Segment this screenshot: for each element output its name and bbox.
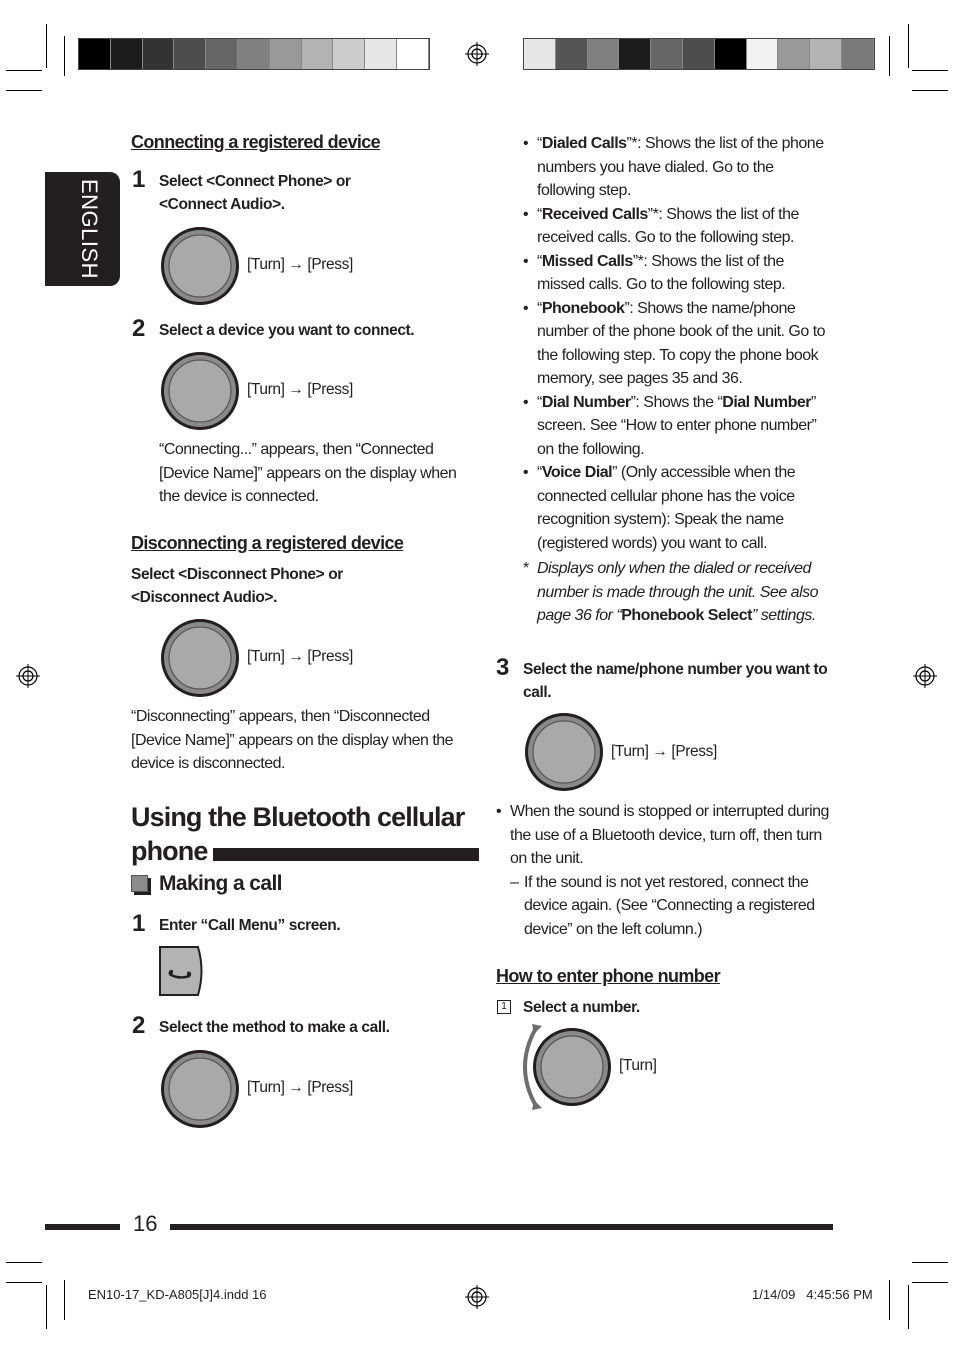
step-text: Select a number. <box>523 999 640 1016</box>
color-swatch <box>333 39 365 69</box>
color-swatch <box>206 39 238 69</box>
connecting-heading: Connecting a registered device <box>131 132 381 152</box>
language-tab-label: ENGLISH <box>77 178 102 280</box>
color-swatch <box>810 39 842 69</box>
control-dial-icon <box>524 712 604 792</box>
color-swatch <box>588 39 620 69</box>
crop-mark <box>912 70 948 71</box>
color-swatch <box>270 39 302 69</box>
color-swatch <box>747 39 779 69</box>
turn-press-instruction: [Turn] → [Press] <box>247 256 353 273</box>
crop-mark <box>889 36 890 76</box>
control-dial-icon <box>160 351 240 431</box>
registration-mark-icon <box>16 664 40 688</box>
sound-bullet: When the sound is stopped or interrupted during the use of a Bluetooth device, turn off, then turn on the unit. <box>510 803 829 867</box>
color-swatch <box>619 39 651 69</box>
crop-mark <box>6 1282 42 1283</box>
quote: “ <box>537 393 542 411</box>
call-method-name: Dial Number <box>541 393 631 411</box>
crop-mark <box>912 1282 948 1283</box>
call-method-item <box>523 391 835 462</box>
subsection-title: Making a call <box>159 872 282 895</box>
call-method-name: Received Calls <box>541 205 648 223</box>
color-swatch <box>397 39 429 69</box>
section-title-line1: Using the Bluetooth cellular <box>131 802 465 832</box>
crop-mark <box>46 24 47 68</box>
step-number: 3 <box>496 654 510 681</box>
file-info: EN10-17_KD-A805[J]4.indd 16 <box>88 1287 267 1302</box>
color-bar-right <box>523 38 875 70</box>
color-swatch <box>302 39 334 69</box>
step-number: 1 <box>132 166 146 193</box>
crop-mark <box>912 1262 948 1263</box>
page-number: 16 <box>133 1211 158 1236</box>
call-method-name: Dial Number <box>722 393 812 411</box>
phone-button-icon <box>158 945 206 997</box>
turn-instruction: [Turn] <box>619 1057 657 1074</box>
turn-dial-icon <box>518 1022 614 1112</box>
crop-mark <box>908 24 909 68</box>
call-method-description: ” screen. See “How to enter phone number” on the following. <box>537 393 817 458</box>
color-swatch <box>143 39 175 69</box>
quote: “ <box>537 135 542 152</box>
crop-mark <box>889 1280 890 1320</box>
step-text: Select <Connect Phone> or <Connect Audio>. <box>159 173 351 213</box>
call-method-description: ” (Only accessible when the connected cellular phone has the voice recognition system): Speak the name (registered words) you want to call. <box>537 464 796 552</box>
call-method-description: ”*: Shows the list of the received calls. Go to the following step. <box>537 205 799 246</box>
call-method-description: ”: Shows the “ <box>630 393 723 411</box>
footnote-bold: Phonebook Select <box>621 607 752 624</box>
control-dial-icon <box>160 1049 240 1129</box>
call-method-name: Voice Dial <box>541 464 613 481</box>
crop-mark <box>64 1280 65 1320</box>
quote: “ <box>537 464 542 481</box>
call-method-item <box>523 203 835 250</box>
step-number: 2 <box>132 1012 146 1039</box>
sound-note: • When the sound is stopped or interrupted during the use of a Bluetooth device, turn off, then turn on the unit. – If the sound is not yet restored, connect the device again. (See “Connecting a registered device” on the left column.) <box>496 803 829 938</box>
language-tab <box>45 172 120 286</box>
disconnecting-heading: Disconnecting a registered device <box>131 533 404 553</box>
color-swatch <box>79 39 111 69</box>
crop-mark <box>6 1262 42 1263</box>
quote: “ <box>537 299 542 317</box>
color-swatch <box>683 39 715 69</box>
disconnecting-note: “Disconnecting” appears, then “Disconnected [Device Name]” appears on the display when the device is disconnected. <box>131 708 454 772</box>
step-text: Select a device you want to connect. <box>159 322 415 339</box>
call-method-name: Missed Calls <box>541 252 633 270</box>
color-swatch <box>524 39 556 69</box>
call-method-description: ”: Shows the name/phone number of the phone book of the unit. Go to the following step. To copy the phone book memory, see pages 35 and 36. <box>537 299 826 387</box>
registration-mark-icon <box>913 664 937 688</box>
color-swatch <box>365 39 397 69</box>
step-number: 1 <box>132 910 146 937</box>
crop-mark <box>6 70 42 71</box>
timestamp: 1/14/09 4:45:56 PM <box>752 1287 873 1302</box>
footnote <box>523 557 835 628</box>
footnote-mark: * <box>523 560 529 577</box>
turn-press-instruction: [Turn] → [Press] <box>247 1079 353 1096</box>
registration-mark-icon <box>465 42 489 66</box>
color-swatch <box>238 39 270 69</box>
footnote-text: Displays only when the dialed or received number is made through the unit. See also page 36 for “ <box>537 560 819 624</box>
step-text: Enter “Call Menu” screen. <box>159 917 341 934</box>
crop-mark <box>6 90 42 91</box>
section-title-line2: phone <box>131 836 208 866</box>
crop-mark <box>912 90 948 91</box>
step-number: 2 <box>132 315 146 342</box>
call-method-description: ”*: Shows the list of the missed calls. Go to the following step. <box>537 252 786 293</box>
color-swatch <box>111 39 143 69</box>
footer-rule-left <box>45 1224 120 1230</box>
step-text: Select the name/phone number you want to call. <box>523 661 828 701</box>
crop-mark <box>46 1285 47 1329</box>
color-swatch <box>842 39 874 69</box>
call-method-name: Phonebook <box>541 299 625 317</box>
call-method-description: ”*: Shows the list of the phone numbers you have dialed. Go to the following step. <box>537 135 824 199</box>
step-text: Select the method to make a call. <box>159 1019 390 1036</box>
turn-press-instruction: [Turn] → [Press] <box>611 743 717 760</box>
turn-press-instruction: [Turn] → [Press] <box>247 381 353 398</box>
call-method-list <box>523 132 835 555</box>
control-dial-icon <box>160 618 240 698</box>
connecting-note: “Connecting...” appears, then “Connected [Device Name]” appears on the display when the device is connected. <box>159 441 457 505</box>
call-method-item <box>523 461 835 555</box>
footer-rule-right <box>170 1224 833 1230</box>
control-dial-icon <box>160 226 240 306</box>
sound-dash-note: If the sound is not yet restored, connect the device again. (See “Connecting a registered device” on the left column.) <box>524 873 815 938</box>
call-method-item <box>523 132 835 203</box>
substep-number-box: 1 <box>497 1000 511 1014</box>
quote: “ <box>537 252 542 270</box>
footnote-text-end: ” settings. <box>751 607 816 624</box>
quote: “ <box>537 205 542 223</box>
color-swatch <box>715 39 747 69</box>
color-bar-left <box>78 38 430 70</box>
registration-mark-icon <box>465 1285 489 1309</box>
call-method-item <box>523 250 835 297</box>
how-to-heading: How to enter phone number <box>496 966 721 986</box>
step-text: Select <Disconnect Phone> or <Disconnect Audio>. <box>131 566 343 606</box>
color-swatch <box>651 39 683 69</box>
crop-mark <box>64 36 65 76</box>
turn-press-instruction: [Turn] → [Press] <box>247 648 353 665</box>
subsection-square-icon <box>131 875 148 892</box>
call-method-name: Dialed Calls <box>541 135 627 152</box>
color-swatch <box>174 39 206 69</box>
crop-mark <box>908 1285 909 1329</box>
section-title-rule <box>213 848 479 861</box>
color-swatch <box>778 39 810 69</box>
section-title <box>131 800 479 868</box>
color-swatch <box>556 39 588 69</box>
call-method-item <box>523 297 835 391</box>
